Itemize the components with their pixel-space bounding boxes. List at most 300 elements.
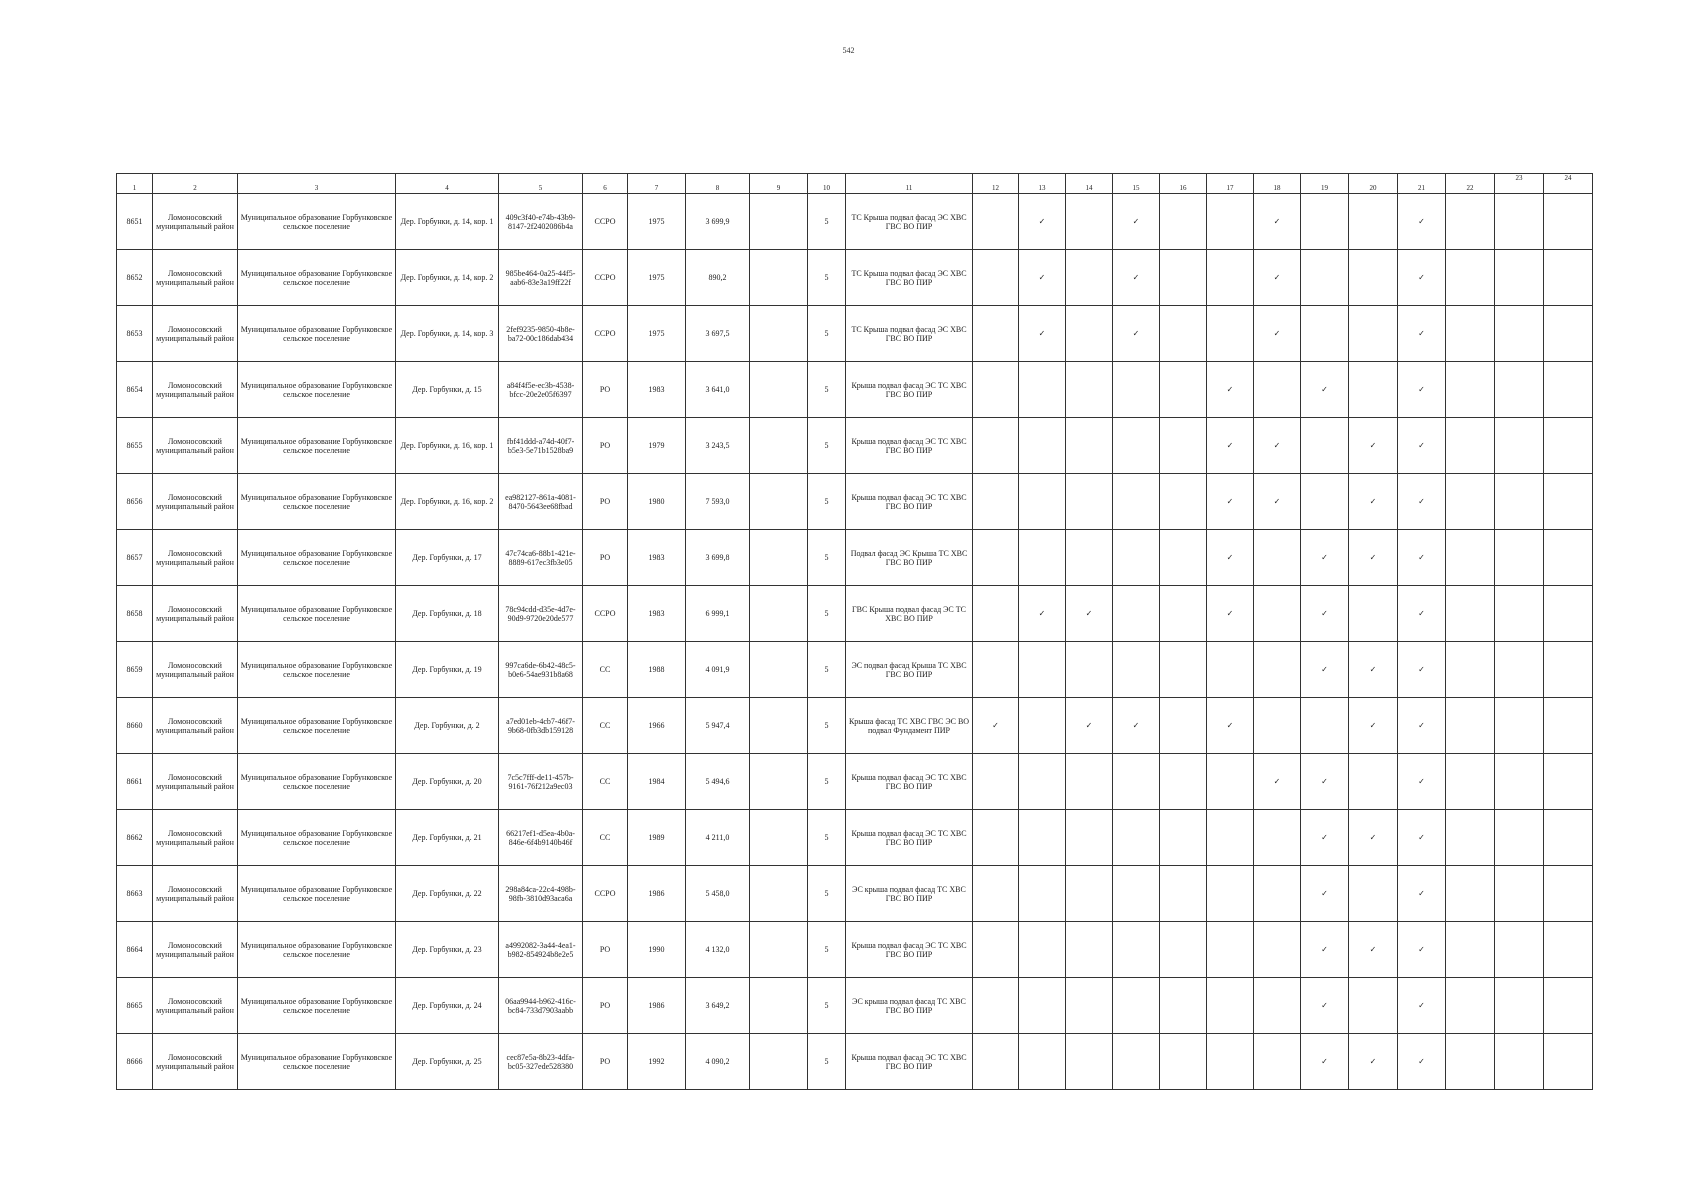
column-header: 4 [396, 174, 499, 194]
building-type-cell: РО [583, 474, 628, 530]
address-cell: Дер. Горбунки, д. 21 [396, 810, 499, 866]
checkmark-cell [1544, 194, 1593, 250]
checkmark-cell [1349, 306, 1398, 362]
checkmark-cell: ✓ [1066, 698, 1113, 754]
checkmark-cell [973, 754, 1019, 810]
checkmark-cell: ✓ [1254, 194, 1301, 250]
checkmark-cell [1207, 754, 1254, 810]
district-cell: Ломоносовский муниципальный район [153, 754, 238, 810]
checkmark-cell [1446, 866, 1495, 922]
checkmark-cell [1254, 642, 1301, 698]
address-cell: Дер. Горбунки, д. 14, кор. 1 [396, 194, 499, 250]
column-header: 2 [153, 174, 238, 194]
checkmark-cell: ✓ [1207, 362, 1254, 418]
build-year-cell: 1966 [628, 698, 686, 754]
house-guid-cell: fbf41ddd-a74d-40f7-b5e3-5e71b1528ba9 [499, 418, 583, 474]
building-type-cell: СС [583, 642, 628, 698]
column-header: 9 [750, 174, 808, 194]
checkmark-cell: ✓ [1398, 250, 1446, 306]
municipality-cell: Муниципальное образование Горбунковское сельское поселение [238, 530, 396, 586]
checkmark-cell [973, 978, 1019, 1034]
checkmark-cell: ✓ [1349, 642, 1398, 698]
checkmark-cell: ✓ [1349, 474, 1398, 530]
column-header: 5 [499, 174, 583, 194]
building-type-cell: ССРО [583, 306, 628, 362]
checkmark-cell [1544, 418, 1593, 474]
floors-cell: 5 [808, 418, 846, 474]
build-year-cell: 1975 [628, 194, 686, 250]
row-number-cell: 8659 [117, 642, 153, 698]
checkmark-cell [1544, 922, 1593, 978]
checkmark-cell [1066, 418, 1113, 474]
checkmark-cell [1019, 530, 1066, 586]
municipality-cell: Муниципальное образование Горбунковское сельское поселение [238, 754, 396, 810]
checkmark-cell: ✓ [1398, 642, 1446, 698]
district-cell: Ломоносовский муниципальный район [153, 306, 238, 362]
column-9-cell [750, 194, 808, 250]
area-cell: 3 697,5 [686, 306, 750, 362]
municipality-cell: Муниципальное образование Горбунковское сельское поселение [238, 250, 396, 306]
checkmark-cell: ✓ [1301, 978, 1349, 1034]
checkmark-cell [973, 418, 1019, 474]
checkmark-cell: ✓ [1301, 642, 1349, 698]
checkmark-cell [1301, 194, 1349, 250]
checkmark-cell: ✓ [1398, 866, 1446, 922]
house-guid-cell: 06aa9944-b962-416c-bc84-733d7903aabb [499, 978, 583, 1034]
column-9-cell [750, 754, 808, 810]
checkmark-cell: ✓ [1019, 586, 1066, 642]
column-header: 1 [117, 174, 153, 194]
checkmark-cell: ✓ [1349, 418, 1398, 474]
checkmark-cell [1495, 698, 1544, 754]
column-9-cell [750, 586, 808, 642]
building-type-cell: ССРО [583, 194, 628, 250]
table-row [117, 418, 1593, 474]
checkmark-cell [1495, 978, 1544, 1034]
district-cell: Ломоносовский муниципальный район [153, 810, 238, 866]
checkmark-cell [1446, 418, 1495, 474]
works-list-cell: Крыша подвал фасад ЭС ТС ХВС ГВС ВО ПИР [846, 362, 973, 418]
checkmark-cell [1446, 474, 1495, 530]
floors-cell: 5 [808, 978, 846, 1034]
checkmark-cell [1019, 1034, 1066, 1090]
checkmark-cell: ✓ [1019, 250, 1066, 306]
checkmark-cell [1446, 530, 1495, 586]
checkmark-cell [1160, 306, 1207, 362]
checkmark-cell: ✓ [1066, 586, 1113, 642]
area-cell: 4 091,9 [686, 642, 750, 698]
area-cell: 6 999,1 [686, 586, 750, 642]
municipality-cell: Муниципальное образование Горбунковское сельское поселение [238, 362, 396, 418]
table-row [117, 922, 1593, 978]
column-9-cell [750, 978, 808, 1034]
municipality-cell: Муниципальное образование Горбунковское сельское поселение [238, 698, 396, 754]
column-9-cell [750, 474, 808, 530]
checkmark-cell [1160, 362, 1207, 418]
checkmark-cell [1254, 1034, 1301, 1090]
checkmark-cell [1113, 866, 1160, 922]
checkmark-cell [973, 1034, 1019, 1090]
checkmark-cell: ✓ [1301, 754, 1349, 810]
house-guid-cell: 997ca6de-6b42-48c5-b0e6-54ae931b8a68 [499, 642, 583, 698]
checkmark-cell [1066, 978, 1113, 1034]
checkmark-cell: ✓ [1398, 698, 1446, 754]
works-list-cell: Подвал фасад ЭС Крыша ТС ХВС ГВС ВО ПИР [846, 530, 973, 586]
checkmark-cell: ✓ [973, 698, 1019, 754]
municipality-cell: Муниципальное образование Горбунковское сельское поселение [238, 418, 396, 474]
build-year-cell: 1983 [628, 586, 686, 642]
checkmark-cell [1495, 1034, 1544, 1090]
checkmark-cell [973, 306, 1019, 362]
checkmark-cell [973, 530, 1019, 586]
row-number-cell: 8665 [117, 978, 153, 1034]
build-year-cell: 1986 [628, 866, 686, 922]
table-row [117, 810, 1593, 866]
checkmark-cell: ✓ [1398, 474, 1446, 530]
floors-cell: 5 [808, 194, 846, 250]
housing-table [116, 173, 1593, 1090]
checkmark-cell [1349, 586, 1398, 642]
checkmark-cell: ✓ [1019, 194, 1066, 250]
address-cell: Дер. Горбунки, д. 24 [396, 978, 499, 1034]
row-number-cell: 8655 [117, 418, 153, 474]
address-cell: Дер. Горбунки, д. 22 [396, 866, 499, 922]
checkmark-cell [1066, 754, 1113, 810]
checkmark-cell [1066, 306, 1113, 362]
area-cell: 3 641,0 [686, 362, 750, 418]
district-cell: Ломоносовский муниципальный район [153, 250, 238, 306]
checkmark-cell [1113, 754, 1160, 810]
checkmark-cell: ✓ [1398, 362, 1446, 418]
table-row [117, 530, 1593, 586]
row-number-cell: 8660 [117, 698, 153, 754]
checkmark-cell [1160, 698, 1207, 754]
checkmark-cell [973, 866, 1019, 922]
district-cell: Ломоносовский муниципальный район [153, 418, 238, 474]
works-list-cell: ЭС крыша подвал фасад ТС ХВС ГВС ВО ПИР [846, 866, 973, 922]
district-cell: Ломоносовский муниципальный район [153, 1034, 238, 1090]
checkmark-cell [973, 362, 1019, 418]
checkmark-cell [1349, 362, 1398, 418]
checkmark-cell [1254, 978, 1301, 1034]
checkmark-cell [1160, 642, 1207, 698]
table-row [117, 642, 1593, 698]
checkmark-cell [1495, 418, 1544, 474]
works-list-cell: ТС Крыша подвал фасад ЭС ХВС ГВС ВО ПИР [846, 306, 973, 362]
address-cell: Дер. Горбунки, д. 25 [396, 1034, 499, 1090]
area-cell: 4 132,0 [686, 922, 750, 978]
address-cell: Дер. Горбунки, д. 23 [396, 922, 499, 978]
table-body [117, 194, 1593, 1090]
checkmark-cell: ✓ [1398, 978, 1446, 1034]
works-list-cell: Крыша подвал фасад ЭС ТС ХВС ГВС ВО ПИР [846, 474, 973, 530]
checkmark-cell [1207, 810, 1254, 866]
column-9-cell [750, 250, 808, 306]
checkmark-cell [1019, 922, 1066, 978]
checkmark-cell: ✓ [1254, 418, 1301, 474]
checkmark-cell: ✓ [1113, 306, 1160, 362]
table-row [117, 978, 1593, 1034]
checkmark-cell [1113, 362, 1160, 418]
column-9-cell [750, 698, 808, 754]
checkmark-cell [1207, 250, 1254, 306]
address-cell: Дер. Горбунки, д. 2 [396, 698, 499, 754]
building-type-cell: ССРО [583, 586, 628, 642]
building-type-cell: ССРО [583, 866, 628, 922]
floors-cell: 5 [808, 474, 846, 530]
area-cell: 3 699,9 [686, 194, 750, 250]
municipality-cell: Муниципальное образование Горбунковское сельское поселение [238, 922, 396, 978]
checkmark-cell [1160, 194, 1207, 250]
district-cell: Ломоносовский муниципальный район [153, 530, 238, 586]
works-list-cell: Крыша подвал фасад ЭС ТС ХВС ГВС ВО ПИР [846, 810, 973, 866]
area-cell: 3 699,8 [686, 530, 750, 586]
checkmark-cell: ✓ [1254, 474, 1301, 530]
checkmark-cell: ✓ [1349, 530, 1398, 586]
build-year-cell: 1975 [628, 306, 686, 362]
checkmark-cell [1207, 1034, 1254, 1090]
checkmark-cell [1113, 978, 1160, 1034]
house-guid-cell: 7c5c7fff-de11-457b-9161-76f212a9ec03 [499, 754, 583, 810]
checkmark-cell [1446, 922, 1495, 978]
building-type-cell: РО [583, 978, 628, 1034]
checkmark-cell [1544, 642, 1593, 698]
house-guid-cell: ea982127-861a-4081-8470-5643ee68fbad [499, 474, 583, 530]
checkmark-cell [1301, 306, 1349, 362]
checkmark-cell [1544, 586, 1593, 642]
checkmark-cell [1113, 1034, 1160, 1090]
checkmark-cell [1207, 978, 1254, 1034]
table-row [117, 194, 1593, 250]
build-year-cell: 1980 [628, 474, 686, 530]
checkmark-cell [1544, 1034, 1593, 1090]
floors-cell: 5 [808, 698, 846, 754]
district-cell: Ломоносовский муниципальный район [153, 362, 238, 418]
area-cell: 4 090,2 [686, 1034, 750, 1090]
column-header: 12 [973, 174, 1019, 194]
table-row [117, 474, 1593, 530]
checkmark-cell [1254, 698, 1301, 754]
column-9-cell [750, 362, 808, 418]
checkmark-cell [1160, 418, 1207, 474]
checkmark-cell [1544, 810, 1593, 866]
column-header: 6 [583, 174, 628, 194]
checkmark-cell [1019, 866, 1066, 922]
column-header: 16 [1160, 174, 1207, 194]
checkmark-cell [1495, 474, 1544, 530]
table-row [117, 754, 1593, 810]
table-row [117, 250, 1593, 306]
column-9-cell [750, 1034, 808, 1090]
address-cell: Дер. Горбунки, д. 16, кор. 2 [396, 474, 499, 530]
address-cell: Дер. Горбунки, д. 16, кор. 1 [396, 418, 499, 474]
checkmark-cell [1495, 810, 1544, 866]
row-number-cell: 8666 [117, 1034, 153, 1090]
checkmark-cell [1019, 698, 1066, 754]
checkmark-cell [1446, 754, 1495, 810]
checkmark-cell: ✓ [1349, 810, 1398, 866]
municipality-cell: Муниципальное образование Горбунковское сельское поселение [238, 306, 396, 362]
works-list-cell: Крыша подвал фасад ЭС ТС ХВС ГВС ВО ПИР [846, 1034, 973, 1090]
table-row [117, 586, 1593, 642]
checkmark-cell [1019, 978, 1066, 1034]
works-list-cell: ЭС подвал фасад Крыша ТС ХВС ГВС ВО ПИР [846, 642, 973, 698]
works-list-cell: ТС Крыша подвал фасад ЭС ХВС ГВС ВО ПИР [846, 194, 973, 250]
checkmark-cell: ✓ [1207, 530, 1254, 586]
checkmark-cell [1160, 1034, 1207, 1090]
house-guid-cell: 66217ef1-d5ea-4b0a-846e-6f4b9140b46f [499, 810, 583, 866]
checkmark-cell [973, 922, 1019, 978]
column-header: 20 [1349, 174, 1398, 194]
checkmark-cell [1446, 250, 1495, 306]
column-header: 17 [1207, 174, 1254, 194]
row-number-cell: 8664 [117, 922, 153, 978]
checkmark-cell [1446, 194, 1495, 250]
checkmark-cell [1349, 250, 1398, 306]
checkmark-cell: ✓ [1113, 194, 1160, 250]
checkmark-cell [1019, 642, 1066, 698]
house-guid-cell: 409c3f40-e74b-43b9-8147-2f2402086b4a [499, 194, 583, 250]
checkmark-cell [1160, 978, 1207, 1034]
checkmark-cell [1066, 810, 1113, 866]
checkmark-cell: ✓ [1349, 698, 1398, 754]
row-number-cell: 8653 [117, 306, 153, 362]
checkmark-cell [973, 250, 1019, 306]
checkmark-cell [1446, 306, 1495, 362]
works-list-cell: ГВС Крыша подвал фасад ЭС ТС ХВС ВО ПИР [846, 586, 973, 642]
district-cell: Ломоносовский муниципальный район [153, 978, 238, 1034]
checkmark-cell: ✓ [1301, 586, 1349, 642]
checkmark-cell [1446, 698, 1495, 754]
municipality-cell: Муниципальное образование Горбунковское сельское поселение [238, 978, 396, 1034]
checkmark-cell [1495, 362, 1544, 418]
column-header: 24 [1544, 174, 1593, 194]
municipality-cell: Муниципальное образование Горбунковское сельское поселение [238, 642, 396, 698]
row-number-cell: 8651 [117, 194, 153, 250]
build-year-cell: 1983 [628, 362, 686, 418]
build-year-cell: 1990 [628, 922, 686, 978]
checkmark-cell [1066, 362, 1113, 418]
checkmark-cell [973, 586, 1019, 642]
area-cell: 3 649,2 [686, 978, 750, 1034]
build-year-cell: 1984 [628, 754, 686, 810]
checkmark-cell: ✓ [1398, 922, 1446, 978]
checkmark-cell [1066, 530, 1113, 586]
building-type-cell: СС [583, 810, 628, 866]
municipality-cell: Муниципальное образование Горбунковское сельское поселение [238, 474, 396, 530]
municipality-cell: Муниципальное образование Горбунковское сельское поселение [238, 194, 396, 250]
district-cell: Ломоносовский муниципальный район [153, 586, 238, 642]
checkmark-cell: ✓ [1207, 698, 1254, 754]
checkmark-cell [973, 642, 1019, 698]
column-header: 23 [1495, 174, 1544, 194]
column-9-cell [750, 642, 808, 698]
checkmark-cell [973, 194, 1019, 250]
table-row [117, 1034, 1593, 1090]
row-number-cell: 8656 [117, 474, 153, 530]
checkmark-cell [1207, 306, 1254, 362]
checkmark-cell: ✓ [1019, 306, 1066, 362]
address-cell: Дер. Горбунки, д. 17 [396, 530, 499, 586]
checkmark-cell [1160, 250, 1207, 306]
column-header: 14 [1066, 174, 1113, 194]
area-cell: 890,2 [686, 250, 750, 306]
area-cell: 3 243,5 [686, 418, 750, 474]
floors-cell: 5 [808, 306, 846, 362]
checkmark-cell [1160, 530, 1207, 586]
checkmark-cell [1446, 810, 1495, 866]
area-cell: 5 458,0 [686, 866, 750, 922]
checkmark-cell: ✓ [1254, 306, 1301, 362]
floors-cell: 5 [808, 810, 846, 866]
checkmark-cell [1495, 866, 1544, 922]
area-cell: 4 211,0 [686, 810, 750, 866]
checkmark-cell [1301, 250, 1349, 306]
checkmark-cell [1495, 642, 1544, 698]
checkmark-cell [1207, 642, 1254, 698]
checkmark-cell: ✓ [1398, 530, 1446, 586]
checkmark-cell: ✓ [1398, 754, 1446, 810]
checkmark-cell [1066, 922, 1113, 978]
checkmark-cell [1544, 362, 1593, 418]
checkmark-cell [1495, 586, 1544, 642]
checkmark-cell: ✓ [1113, 698, 1160, 754]
floors-cell: 5 [808, 642, 846, 698]
checkmark-cell [1446, 362, 1495, 418]
works-list-cell: ЭС крыша подвал фасад ТС ХВС ГВС ВО ПИР [846, 978, 973, 1034]
building-type-cell: РО [583, 362, 628, 418]
row-number-cell: 8654 [117, 362, 153, 418]
checkmark-cell [1349, 754, 1398, 810]
row-number-cell: 8652 [117, 250, 153, 306]
checkmark-cell: ✓ [1301, 866, 1349, 922]
checkmark-cell [1113, 642, 1160, 698]
column-number-row [117, 174, 1593, 194]
checkmark-cell [1446, 978, 1495, 1034]
row-number-cell: 8661 [117, 754, 153, 810]
column-header: 13 [1019, 174, 1066, 194]
floors-cell: 5 [808, 530, 846, 586]
floors-cell: 5 [808, 1034, 846, 1090]
works-list-cell: Крыша фасад ТС ХВС ГВС ЭС ВО подвал Фундамент ПИР [846, 698, 973, 754]
checkmark-cell [1495, 194, 1544, 250]
column-9-cell [750, 810, 808, 866]
column-9-cell [750, 866, 808, 922]
floors-cell: 5 [808, 362, 846, 418]
column-header: 21 [1398, 174, 1446, 194]
column-header: 19 [1301, 174, 1349, 194]
checkmark-cell [1019, 474, 1066, 530]
address-cell: Дер. Горбунки, д. 18 [396, 586, 499, 642]
area-cell: 7 593,0 [686, 474, 750, 530]
floors-cell: 5 [808, 922, 846, 978]
column-9-cell [750, 922, 808, 978]
column-header: 10 [808, 174, 846, 194]
checkmark-cell [1019, 362, 1066, 418]
checkmark-cell [1254, 530, 1301, 586]
address-cell: Дер. Горбунки, д. 15 [396, 362, 499, 418]
row-number-cell: 8658 [117, 586, 153, 642]
checkmark-cell: ✓ [1349, 1034, 1398, 1090]
checkmark-cell [973, 810, 1019, 866]
checkmark-cell: ✓ [1398, 1034, 1446, 1090]
checkmark-cell [1019, 418, 1066, 474]
checkmark-cell [1544, 250, 1593, 306]
house-guid-cell: a4992082-3a44-4ea1-b982-854924b8e2e5 [499, 922, 583, 978]
checkmark-cell [1160, 922, 1207, 978]
checkmark-cell: ✓ [1207, 586, 1254, 642]
building-type-cell: СС [583, 754, 628, 810]
